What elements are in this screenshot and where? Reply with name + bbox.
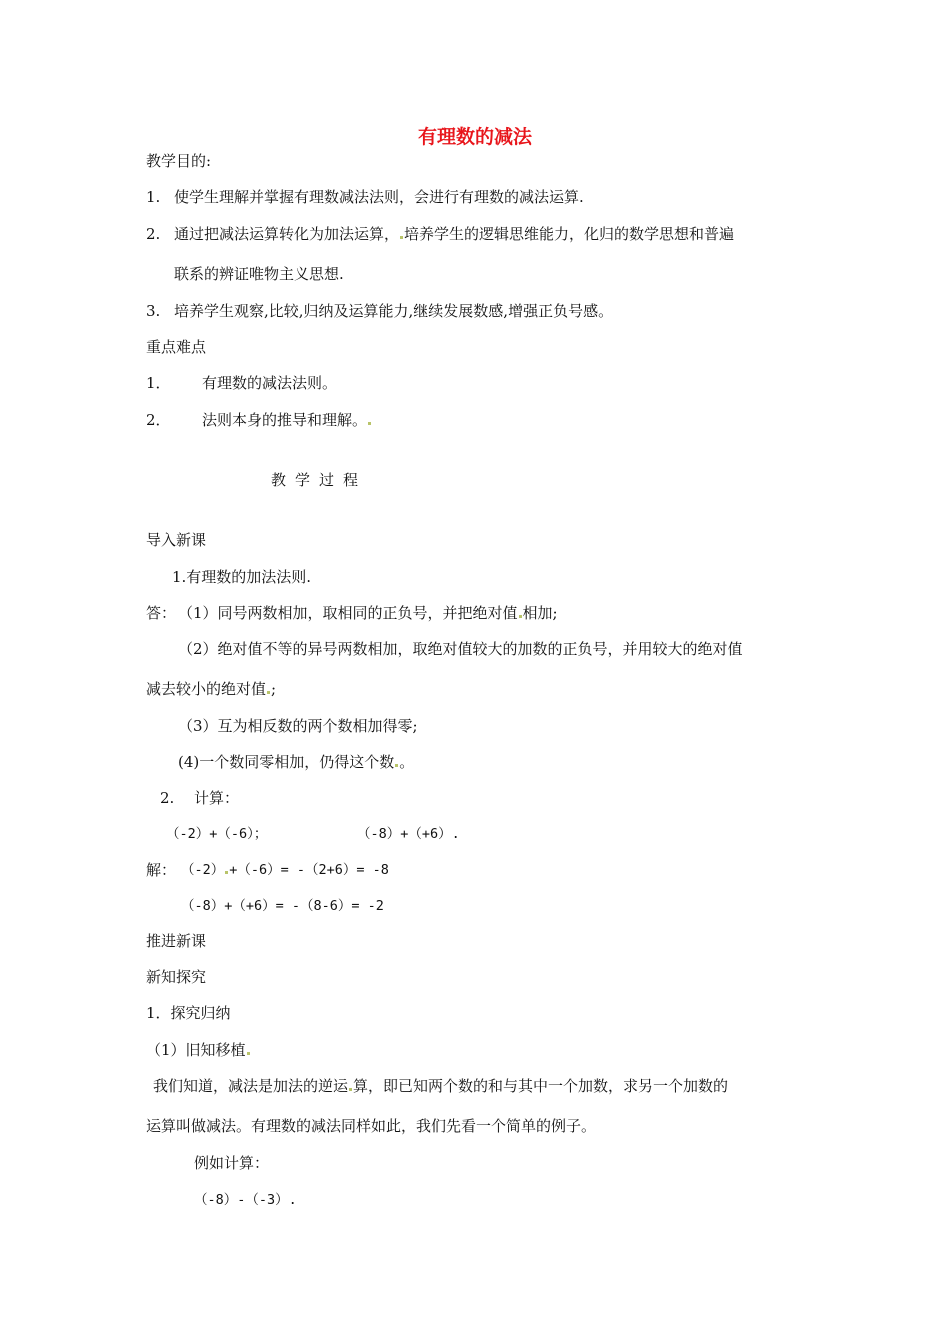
- answer-rule-4-end: 。: [399, 753, 415, 771]
- answer-label: 答：: [146, 604, 177, 622]
- objective-3-number: 3.: [146, 302, 161, 320]
- objective-2-text-part-b: 培养学生的逻辑思维能力，化归的数学思想和普遍: [404, 225, 735, 243]
- example-label: 例如计算：: [194, 1154, 270, 1172]
- dot-mark: [225, 871, 228, 874]
- key-point-1-text: 有理数的减法法则。: [202, 374, 338, 392]
- objective-1-number: 1.: [146, 188, 161, 206]
- advance-item-1-1: [146, 1040, 251, 1060]
- intro-question-2-number: 2.: [160, 789, 175, 807]
- dot-mark: [349, 1088, 352, 1091]
- key-point-2-text: [202, 410, 372, 430]
- solution-line-2: （-8）+（+6）= -（8-6）= -2: [181, 898, 384, 914]
- key-point-2-text-content: 法则本身的推导和理解。: [202, 411, 368, 429]
- answer-rule-3: （3）互为相反数的两个数相加得零;: [178, 717, 418, 735]
- objective-2-text-part-a: 通过把减法运算转化为加法运算，: [174, 225, 400, 243]
- objective-3-text: 培养学生观察,比较,归纳及运算能力,继续发展数感,增强正负号感。: [174, 302, 614, 320]
- key-points-heading: 重点难点: [146, 338, 207, 356]
- dot-mark: [267, 691, 270, 694]
- answer-rule-2: （2）绝对值不等的异号两数相加，取绝对值较大的加数的正负号，并用较大的绝对值: [178, 640, 743, 658]
- dot-mark: [519, 615, 522, 618]
- calc-expression-2: （-8）+（+6）.: [357, 826, 460, 842]
- explanation-line-2: 运算叫做减法。有理数的减法同样如此，我们先看一个简单的例子。: [146, 1117, 597, 1135]
- answer-rule-2-cont-end: ;: [271, 680, 277, 698]
- dot-mark: [247, 1052, 250, 1055]
- key-point-1-number: 1．: [146, 374, 171, 392]
- objective-2-continuation: 联系的辨证唯物主义思想.: [174, 265, 344, 283]
- answer-rule-4: [178, 752, 414, 772]
- advance-item-1-1-text: （1）旧知移植: [146, 1041, 246, 1059]
- advance-subheading: 新知探究: [146, 968, 207, 986]
- answer-rule-1-part-a: （1）同号两数相加，取相同的正负号，并把绝对值: [178, 604, 518, 622]
- answer-rule-1: [178, 603, 558, 623]
- solution-line-1: [181, 860, 389, 880]
- answer-rule-4-text: (4)一个数同零相加，仍得这个数: [178, 753, 395, 771]
- dot-mark: [395, 764, 398, 767]
- answer-rule-2-continuation: [146, 679, 276, 699]
- objectives-heading: 教学目的:: [146, 152, 212, 170]
- objective-1-text: 使学生理解并掌握有理数减法法则，会进行有理数的减法运算.: [174, 188, 584, 206]
- objective-2-text: [174, 224, 734, 244]
- explanation-line-1-part-a: 我们知道，减法是加法的逆运: [153, 1077, 349, 1095]
- explanation-line-1: [153, 1076, 728, 1096]
- dot-mark: [400, 236, 403, 239]
- answer-rule-1-part-b: 相加;: [522, 604, 558, 622]
- dot-mark: [368, 422, 371, 425]
- intro-heading: 导入新课: [146, 531, 207, 549]
- example-expression: （-8）-（-3）.: [194, 1192, 297, 1208]
- objective-2-number: 2.: [146, 225, 161, 243]
- advance-heading: 推进新课: [146, 932, 207, 950]
- solution-line-1-part-b: +（-6）= -（2+6）= -8: [229, 862, 389, 878]
- solution-line-1-part-a: （-2）: [181, 862, 225, 878]
- key-point-2-number: 2．: [146, 411, 171, 429]
- intro-question-2-text: 计算：: [194, 789, 240, 807]
- explanation-line-1-part-b: 算，即已知两个数的和与其中一个加数，求另一个加数的: [353, 1077, 729, 1095]
- process-heading: 教学过程: [271, 471, 368, 489]
- calc-expression-1: （-2）+（-6）；: [166, 826, 268, 842]
- intro-question-1: 1.有理数的加法法则.: [172, 568, 312, 586]
- answer-rule-2-cont-text: 减去较小的绝对值: [146, 680, 267, 698]
- document-title: 有理数的减法: [417, 126, 532, 148]
- advance-item-1: 1．探究归纳: [146, 1004, 231, 1022]
- solution-label: 解：: [146, 861, 177, 879]
